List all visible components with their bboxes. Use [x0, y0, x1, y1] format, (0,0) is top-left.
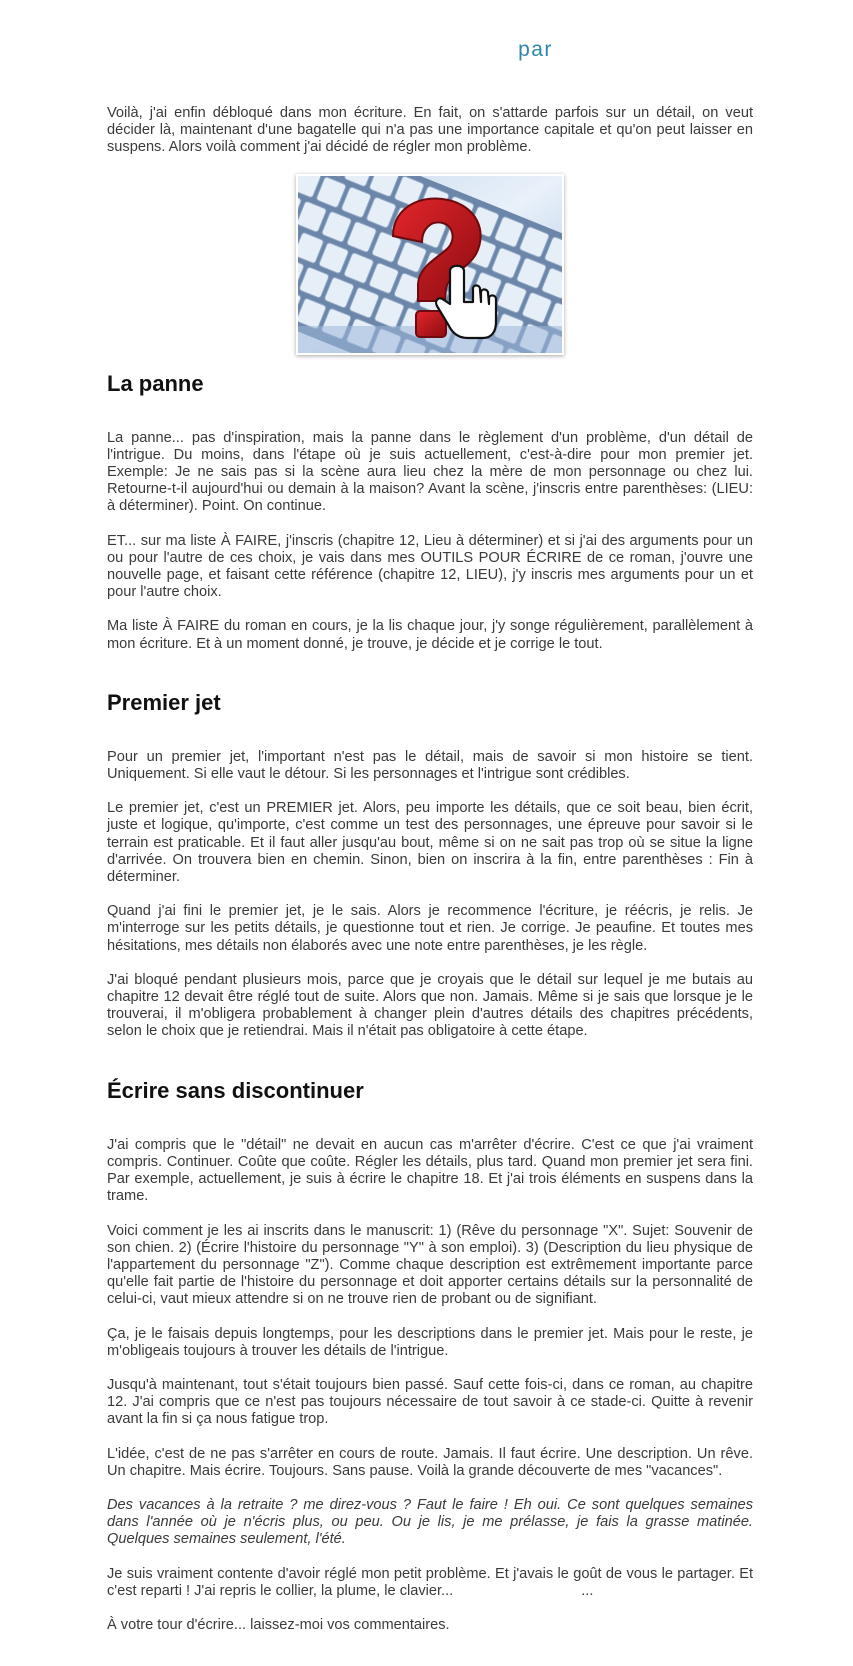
signoff-paragraph: À votre tour d'écrire... laissez-moi vos commentaires.: [107, 1616, 450, 1633]
section-paragraph: L'idée, c'est de ne pas s'arrêter en cours de route. Jamais. Il faut écrire. Une description. Un rêve. Un chapitre. Mais écrire. Toujours. Sans pause. Voilà la grande découverte de mes "vacances".: [107, 1445, 753, 1479]
section-paragraph: J'ai bloqué pendant plusieurs mois, parce que je croyais que le détail sur lequel je me butais au chapitre 12 devait être réglé tout de suite. Alors que non. Jamais. Même si je sais que lorsque je le trouverai, il m'obligera probablement à changer plein d'autres détails des chapitres précédents, selon le choix que je retiendrai. Mais il n'était pas obligatoire à cette étape.: [107, 971, 753, 1040]
section-paragraph: Ça, je le faisais depuis longtemps, pour les descriptions dans le premier jet. Mais pour le reste, je m'obligeais toujours à trouver les détails de l'intrigue.: [107, 1325, 753, 1359]
section-title-ecrire-sans-discontinuer: Écrire sans discontinuer: [107, 1077, 364, 1103]
section-paragraph: ET... sur ma liste À FAIRE, j'inscris (chapitre 12, Lieu à déterminer) et si j'ai des arguments pour un ou pour l'autre de ces choix, je vais dans mes OUTILS POUR ÉCRIRE de ce roman, j'ouvre une nouvelle page, et faisant cette référence (chapitre 12, LIEU), j'y inscris mes arguments pour un et pour l'autre choix.: [107, 532, 753, 601]
section-paragraph: Le premier jet, c'est un PREMIER jet. Alors, peu importe les détails, que ce soit beau, bien écrit, juste et logique, qu'importe, c'est comme un test des personnages, une épreuve pour savoir si le terrain est praticable. Et il faut aller jusqu'au bout, même si on ne sait pas trop où se situe la ligne d'arrivée. On trouvera bien en chemin. Sinon, bien on inscrira à la fin, entre parenthèses : Fin à déterminer.: [107, 800, 753, 886]
closing-ellipsis: ...: [581, 1582, 594, 1599]
closing-text: Je suis vraiment contente d'avoir réglé mon petit problème. Et j'avais le goût de vous le partager. Et c'est reparti ! J'ai repris le collier, la plume, le clavier...: [107, 1565, 753, 1599]
article-figure: [107, 174, 753, 355]
section-title-la-panne: La panne: [107, 370, 204, 396]
section-paragraph: J'ai compris que le "détail" ne devait en aucun cas m'arrêter d'écrire. C'est ce que j'ai vraiment compris. Continuer. Coûte que coûte. Régler les détails, plus tard. Quand mon premier jet sera fini. Par exemple, actuellement, je suis à écrire le chapitre 18. Et j'ai trois éléments en suspens dans la trame.: [107, 1136, 753, 1205]
section-paragraph: Pour un premier jet, l'important n'est pas le détail, mais de savoir si mon histoire se tient. Uniquement. Si elle vaut le détour. Si les personnages et l'intrigue sont crédibles.: [107, 748, 753, 783]
article-body: [107, 105, 753, 1651]
section-title-premier-jet: Premier jet: [107, 689, 221, 715]
section-paragraph: Quand j'ai fini le premier jet, je le sais. Alors je recommence l'écriture, je réécris, je relis. Je m'interroge sur les petits détails, je questionne tout et rien. Je corrige. Je peaufine. Et toutes mes hésitations, mes détails non élaborés avec une note entre parenthèses, je les règle.: [107, 903, 753, 954]
section-paragraph: Jusqu'à maintenant, tout s'était toujours bien passé. Sauf cette fois-ci, dans ce roman, au chapitre 12. J'ai compris que ce n'est pas toujours nécessaire de tout savoir à ce stade-ci. Quitte à revenir avant la fin si ça nous fatigue trop.: [107, 1376, 753, 1428]
author-byline: par: [518, 38, 553, 61]
intro-paragraph: Voilà, j'ai enfin débloqué dans mon écriture. En fait, on s'attarde parfois sur un détail, on veut décider là, maintenant d'une bagatelle qui n'a pas une importance capitale et qu'on peut laisser en suspens. Alors voilà comment j'ai décidé de régler mon problème.: [107, 105, 753, 156]
italic-paragraph: Des vacances à la retraite ? me direz-vous ? Faut le faire ! Eh oui. Ce sont quelques semaines dans l'année où je n'écris plus, ou peu. Ou je lis, je me prélasse, je fais la grasse matinée. Quelques semaines seulement, l'été.: [107, 1496, 753, 1548]
section-paragraph: La panne... pas d'inspiration, mais la panne dans le règlement d'un problème, d'un détail de l'intrigue. Du moins, dans l'étape où je suis actuellement, c'est-à-dire pour mon premier jet. Exemple: Je ne sais pas si la scène aura lieu chez la mère de mon personnage ou chez lui. Retourne-t-il aujourd'hui ou demain à la maison? Avant la scène, j'inscris entre parenthèses: (LIEU: à déterminer). Point. On continue.: [107, 429, 753, 515]
section-paragraph: Voici comment je les ai inscrits dans le manuscrit: 1) (Rêve du personnage "X". Sujet: Souvenir de son chien. 2) (Écrire l'histoire du personnage "Y" à son emploi). 3) (Description du lieu physique de l'appartement du personnage "Z"). Comme chaque description est extrêmement importante parce qu'elle fait partie de l'histoire du personnage et doit apporter certains détails sur la personnalité de celui-ci, vaut mieux attendre si on ne trouve rien de probant ou de signifiant.: [107, 1222, 753, 1308]
keyboard-question-mark-cursor-icon: [298, 176, 562, 353]
closing-paragraph: [107, 1566, 753, 1600]
figure-frame: [296, 174, 564, 355]
section-paragraph: Ma liste À FAIRE du roman en cours, je la lis chaque jour, j'y songe régulièrement, parallèlement à mon écriture. Et à un moment donné, je trouve, je décide et je corrige le tout.: [107, 618, 753, 652]
